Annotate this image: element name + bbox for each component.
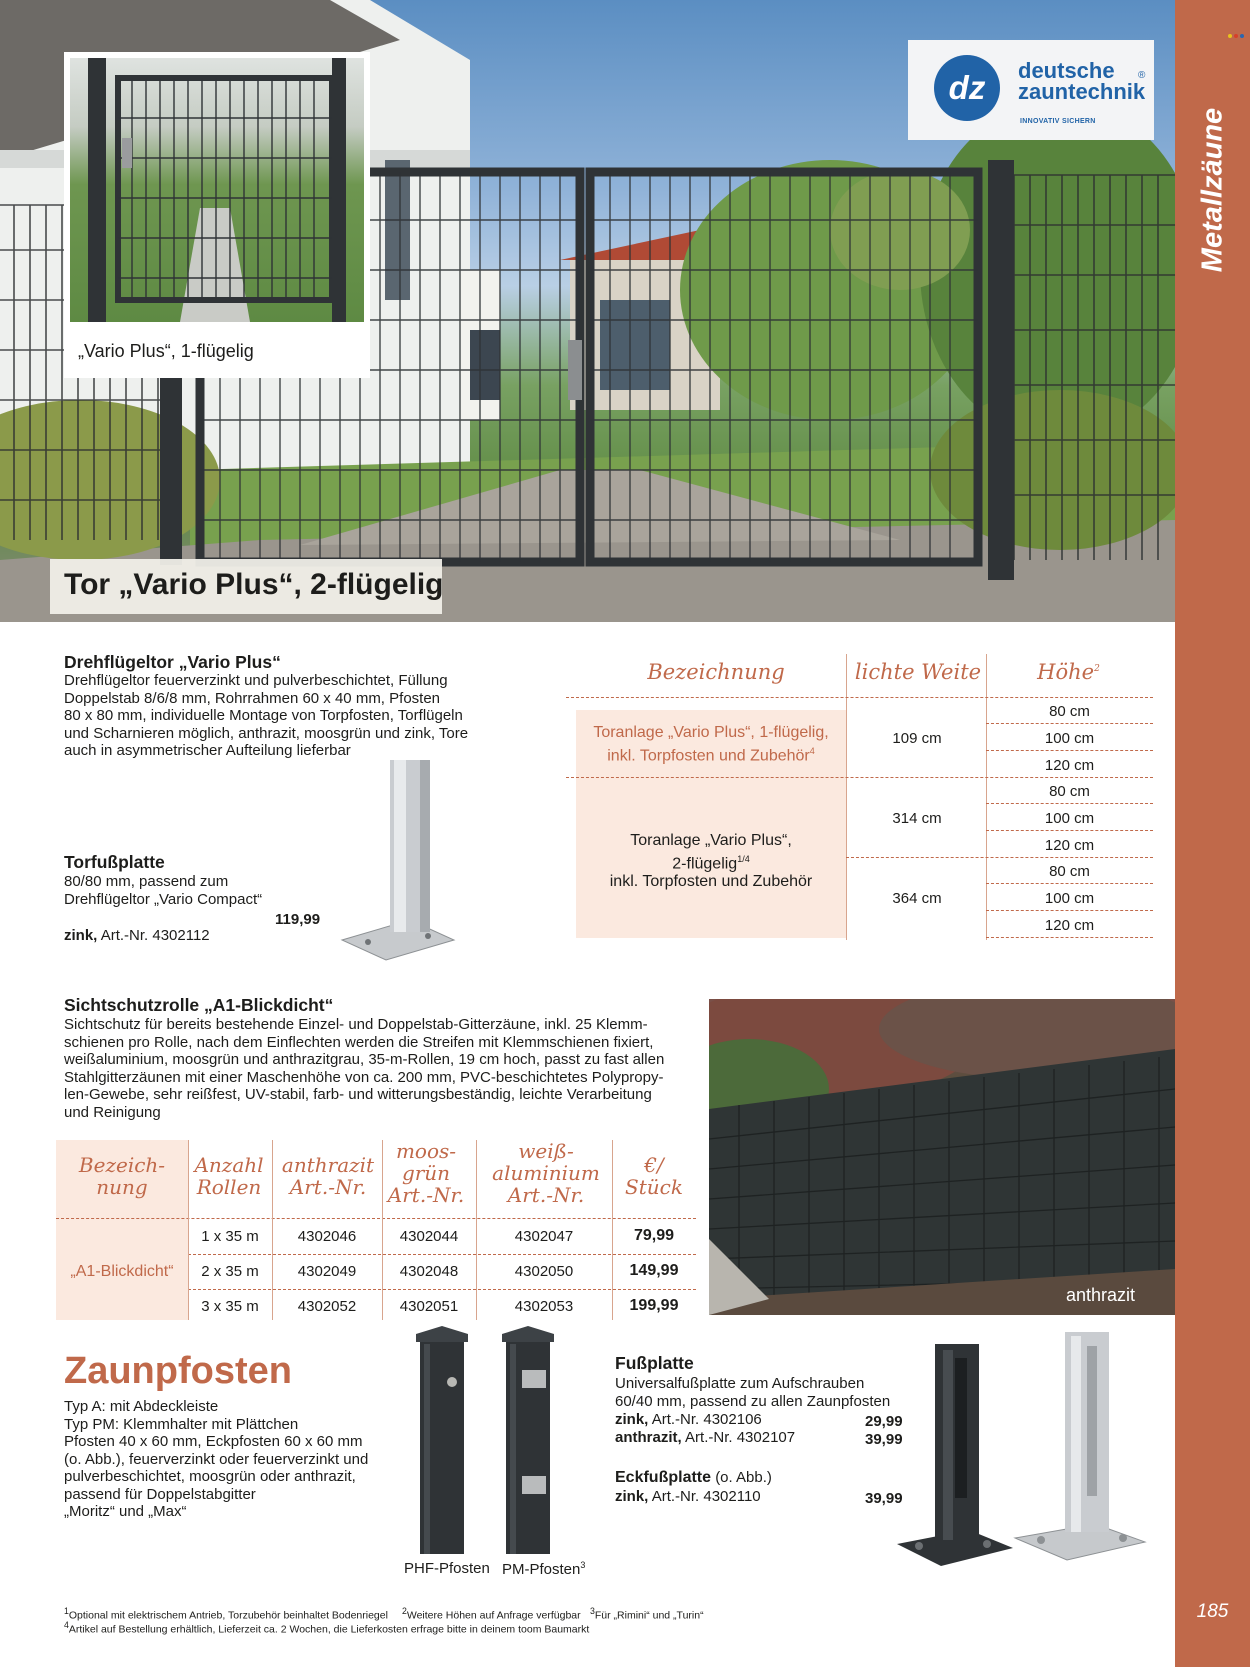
gate-title: Drehflügeltor „Vario Plus“ — [64, 652, 281, 672]
screen-header-count: Anzahl Rollen — [194, 1153, 264, 1199]
footplate-price: 119,99 — [275, 911, 321, 928]
base-plates-image — [895, 1330, 1155, 1580]
footnote-2: $^2$Weitere Höhen auf Anfrage verfügbar — [402, 1606, 581, 1622]
baseplate-row: anthrazit, Art.-Nr. 4302107 — [615, 1429, 796, 1446]
sidebar-title: Metallzäune — [1196, 107, 1228, 273]
inset-caption: „Vario Plus“, 1-flügelig — [78, 341, 254, 361]
footplate-image — [338, 760, 458, 965]
brand-logo — [908, 40, 1154, 140]
screen-header-moss: moos- grün Art.-Nr. — [387, 1139, 465, 1207]
gate-header-height: Höhe$^2$ — [1037, 660, 1100, 684]
sidebar — [1175, 0, 1250, 1667]
hero-photo — [0, 0, 1175, 622]
baseplate-price: 39,99 — [865, 1431, 903, 1448]
gate-row-2-desc: Toranlage „Vario Plus“, 2-flügelig$^{1/4}$ inkl. Torpfosten und Zubehör — [609, 832, 813, 891]
gate-width-2: 314 cm — [892, 810, 942, 827]
screen-art-anthracite: 4302046 — [297, 1228, 357, 1245]
cornerplate-title-row: Eckfußplatte (o. Abb.) — [615, 1469, 772, 1486]
gate-width-1: 109 cm — [892, 730, 942, 747]
screen-art-white: 4302053 — [514, 1298, 574, 1315]
screen-header-anthracite: anthrazit Art.-Nr. — [281, 1153, 375, 1199]
footplate-title: Torfußplatte — [64, 852, 165, 872]
screen-price: 149,99 — [629, 1262, 679, 1279]
footplate-article: Art.-Nr. 4302112 — [100, 926, 210, 944]
footplate-variant: zink, — [64, 926, 98, 944]
logo-tagline: INNOVATIV SICHERN — [1020, 118, 1096, 125]
logo-mark-icon: dz — [934, 55, 1000, 121]
hero-caption: Tor „Vario Plus“, 2-flügelig — [64, 568, 444, 601]
posts-section-title: Zaunpfosten — [64, 1350, 292, 1392]
screen-count: 3 x 35 m — [201, 1298, 259, 1315]
gate-row-1-desc: Toranlage „Vario Plus“, 1-flügelig, inkl. Torpfosten und Zubehör$^4$ — [593, 724, 829, 765]
gate-description: Drehflügeltor feuerverzinkt und pulverbeschichtet, Füllung Doppelstab 8/6/8 mm, Rohrrahmen 60 x 40 mm, Pfosten 80 x 80 mm, individuelle Montage von Torpfosten, Torflügeln und Scharnieren möglich, anthrazit, moosgrün und zink, Tore auch in asymmetrischer Aufteilung lieferbar — [64, 672, 469, 759]
logo-name: deutsche zauntechnik — [1018, 58, 1146, 104]
privacy-fence-illustration — [709, 999, 1175, 1315]
inset-photo-frame — [64, 52, 370, 378]
baseplate-row: zink, Art.-Nr. 4302106 — [615, 1411, 762, 1428]
gate-height: 80 cm — [1049, 783, 1090, 800]
baseplate-line1: Universalfußplatte zum Aufschrauben — [615, 1375, 865, 1392]
screen-header-name: Bezeich- nung — [78, 1153, 166, 1199]
gate-header-width: lichte Weite — [854, 660, 982, 684]
gate-height: 100 cm — [1044, 730, 1095, 747]
privacy-screen-photo — [709, 999, 1175, 1315]
inset-photo — [70, 58, 364, 322]
screen-product-name: „A1-Blickdicht“ — [70, 1263, 174, 1280]
screen-art-white: 4302047 — [514, 1228, 574, 1245]
gate-table — [566, 650, 1153, 940]
footplate-line1: 80/80 mm, passend zum — [64, 873, 229, 890]
gate-height: 100 cm — [1044, 890, 1095, 907]
baseplate-title: Fußplatte — [615, 1353, 694, 1373]
footnote-4: $^4$Artikel auf Bestellung erhältlich, Lieferzeit ca. 2 Wochen, die Lieferkosten erfrage bitte in deinem toom Baumarkt — [64, 1620, 590, 1636]
screen-price: 79,99 — [633, 1227, 675, 1244]
gate-height: 120 cm — [1044, 837, 1095, 854]
privacy-photo-caption: anthrazit — [1066, 1285, 1136, 1305]
screen-price: 199,99 — [629, 1297, 679, 1314]
screen-header-white: weiß- aluminium Art.-Nr. — [492, 1139, 600, 1207]
privacy-title: Sichtschutzrolle „A1-Blickdicht“ — [64, 995, 334, 1015]
logo-registered: ® — [1138, 70, 1146, 81]
post-caption-pm: PM-Pfosten$^3$ — [502, 1560, 586, 1578]
baseplate-line2: 60/40 mm, passend zu allen Zaunpfosten — [615, 1393, 891, 1410]
screen-art-moss: 4302051 — [399, 1298, 459, 1315]
cornerplate-row: zink, Art.-Nr. 4302110 — [615, 1488, 761, 1505]
fence-posts-image — [410, 1326, 590, 1556]
screen-count: 1 x 35 m — [201, 1228, 259, 1245]
screen-table — [56, 1140, 696, 1320]
footnote-1: $^1$Optional mit elektrischem Antrieb, Torzubehör beinhaltet Bodenriegel — [64, 1606, 388, 1622]
footplate-article-row — [64, 909, 210, 944]
page-number: 185 — [1196, 1601, 1229, 1622]
color-dots-icon — [1228, 34, 1244, 38]
gate-height: 80 cm — [1049, 863, 1090, 880]
screen-art-moss: 4302048 — [399, 1263, 459, 1280]
privacy-description: Sichtschutz für bereits bestehende Einzel- und Doppelstab-Gitterzäune, inkl. 25 Klemm- schienen pro Rolle, nach dem Einflechten werden die Streifen mit Klemmschienen fixiert, weißaluminium, moosgrün und anthrazitgrau, 35-m-Rollen, 19 cm hoch, passt zu fast allen Stahlgitterzäunen mit einer Maschenhöhe von ca. 200 mm, PVC-beschichtetes Polypropy- len-Gewebe, sehr reißfest, UV-stabil, farb- und witterungsbeständig, leichte Verarbeitung und Reinigung — [64, 1016, 665, 1121]
baseplate-price: 29,99 — [865, 1413, 903, 1430]
screen-count: 2 x 35 m — [201, 1263, 259, 1280]
screen-art-anthracite: 4302052 — [297, 1298, 357, 1315]
screen-art-anthracite: 4302049 — [297, 1263, 357, 1280]
footnote-3: $^3$Für „Rimini“ und „Turin“ — [590, 1606, 704, 1622]
gate-header-name: Bezeichnung — [647, 660, 785, 684]
gate-height: 120 cm — [1044, 917, 1095, 934]
single-gate-illustration — [70, 58, 364, 322]
footplate-line2: Drehflügeltor „Vario Compact“ — [64, 891, 263, 908]
gate-width-3: 364 cm — [892, 890, 942, 907]
screen-header-price: €/ Stück — [625, 1153, 683, 1199]
gate-height: 100 cm — [1044, 810, 1095, 827]
gate-height: 120 cm — [1044, 757, 1095, 774]
screen-art-moss: 4302044 — [399, 1228, 459, 1245]
post-caption-phf: PHF-Pfosten — [404, 1560, 490, 1577]
cornerplate-price: 39,99 — [865, 1490, 903, 1507]
gate-height: 80 cm — [1049, 703, 1090, 720]
posts-description: Typ A: mit Abdeckleiste Typ PM: Klemmhalter mit Plättchen Pfosten 40 x 60 mm, Eckpfosten 60 x 60 mm (o. Abb.), feuerverzinkt oder feuerverzinkt und pulverbeschichtet, moosgrün oder anthrazit, passend für Doppelstabgitter „Moritz“ und „Max“ — [64, 1398, 369, 1520]
screen-art-white: 4302050 — [514, 1263, 574, 1280]
